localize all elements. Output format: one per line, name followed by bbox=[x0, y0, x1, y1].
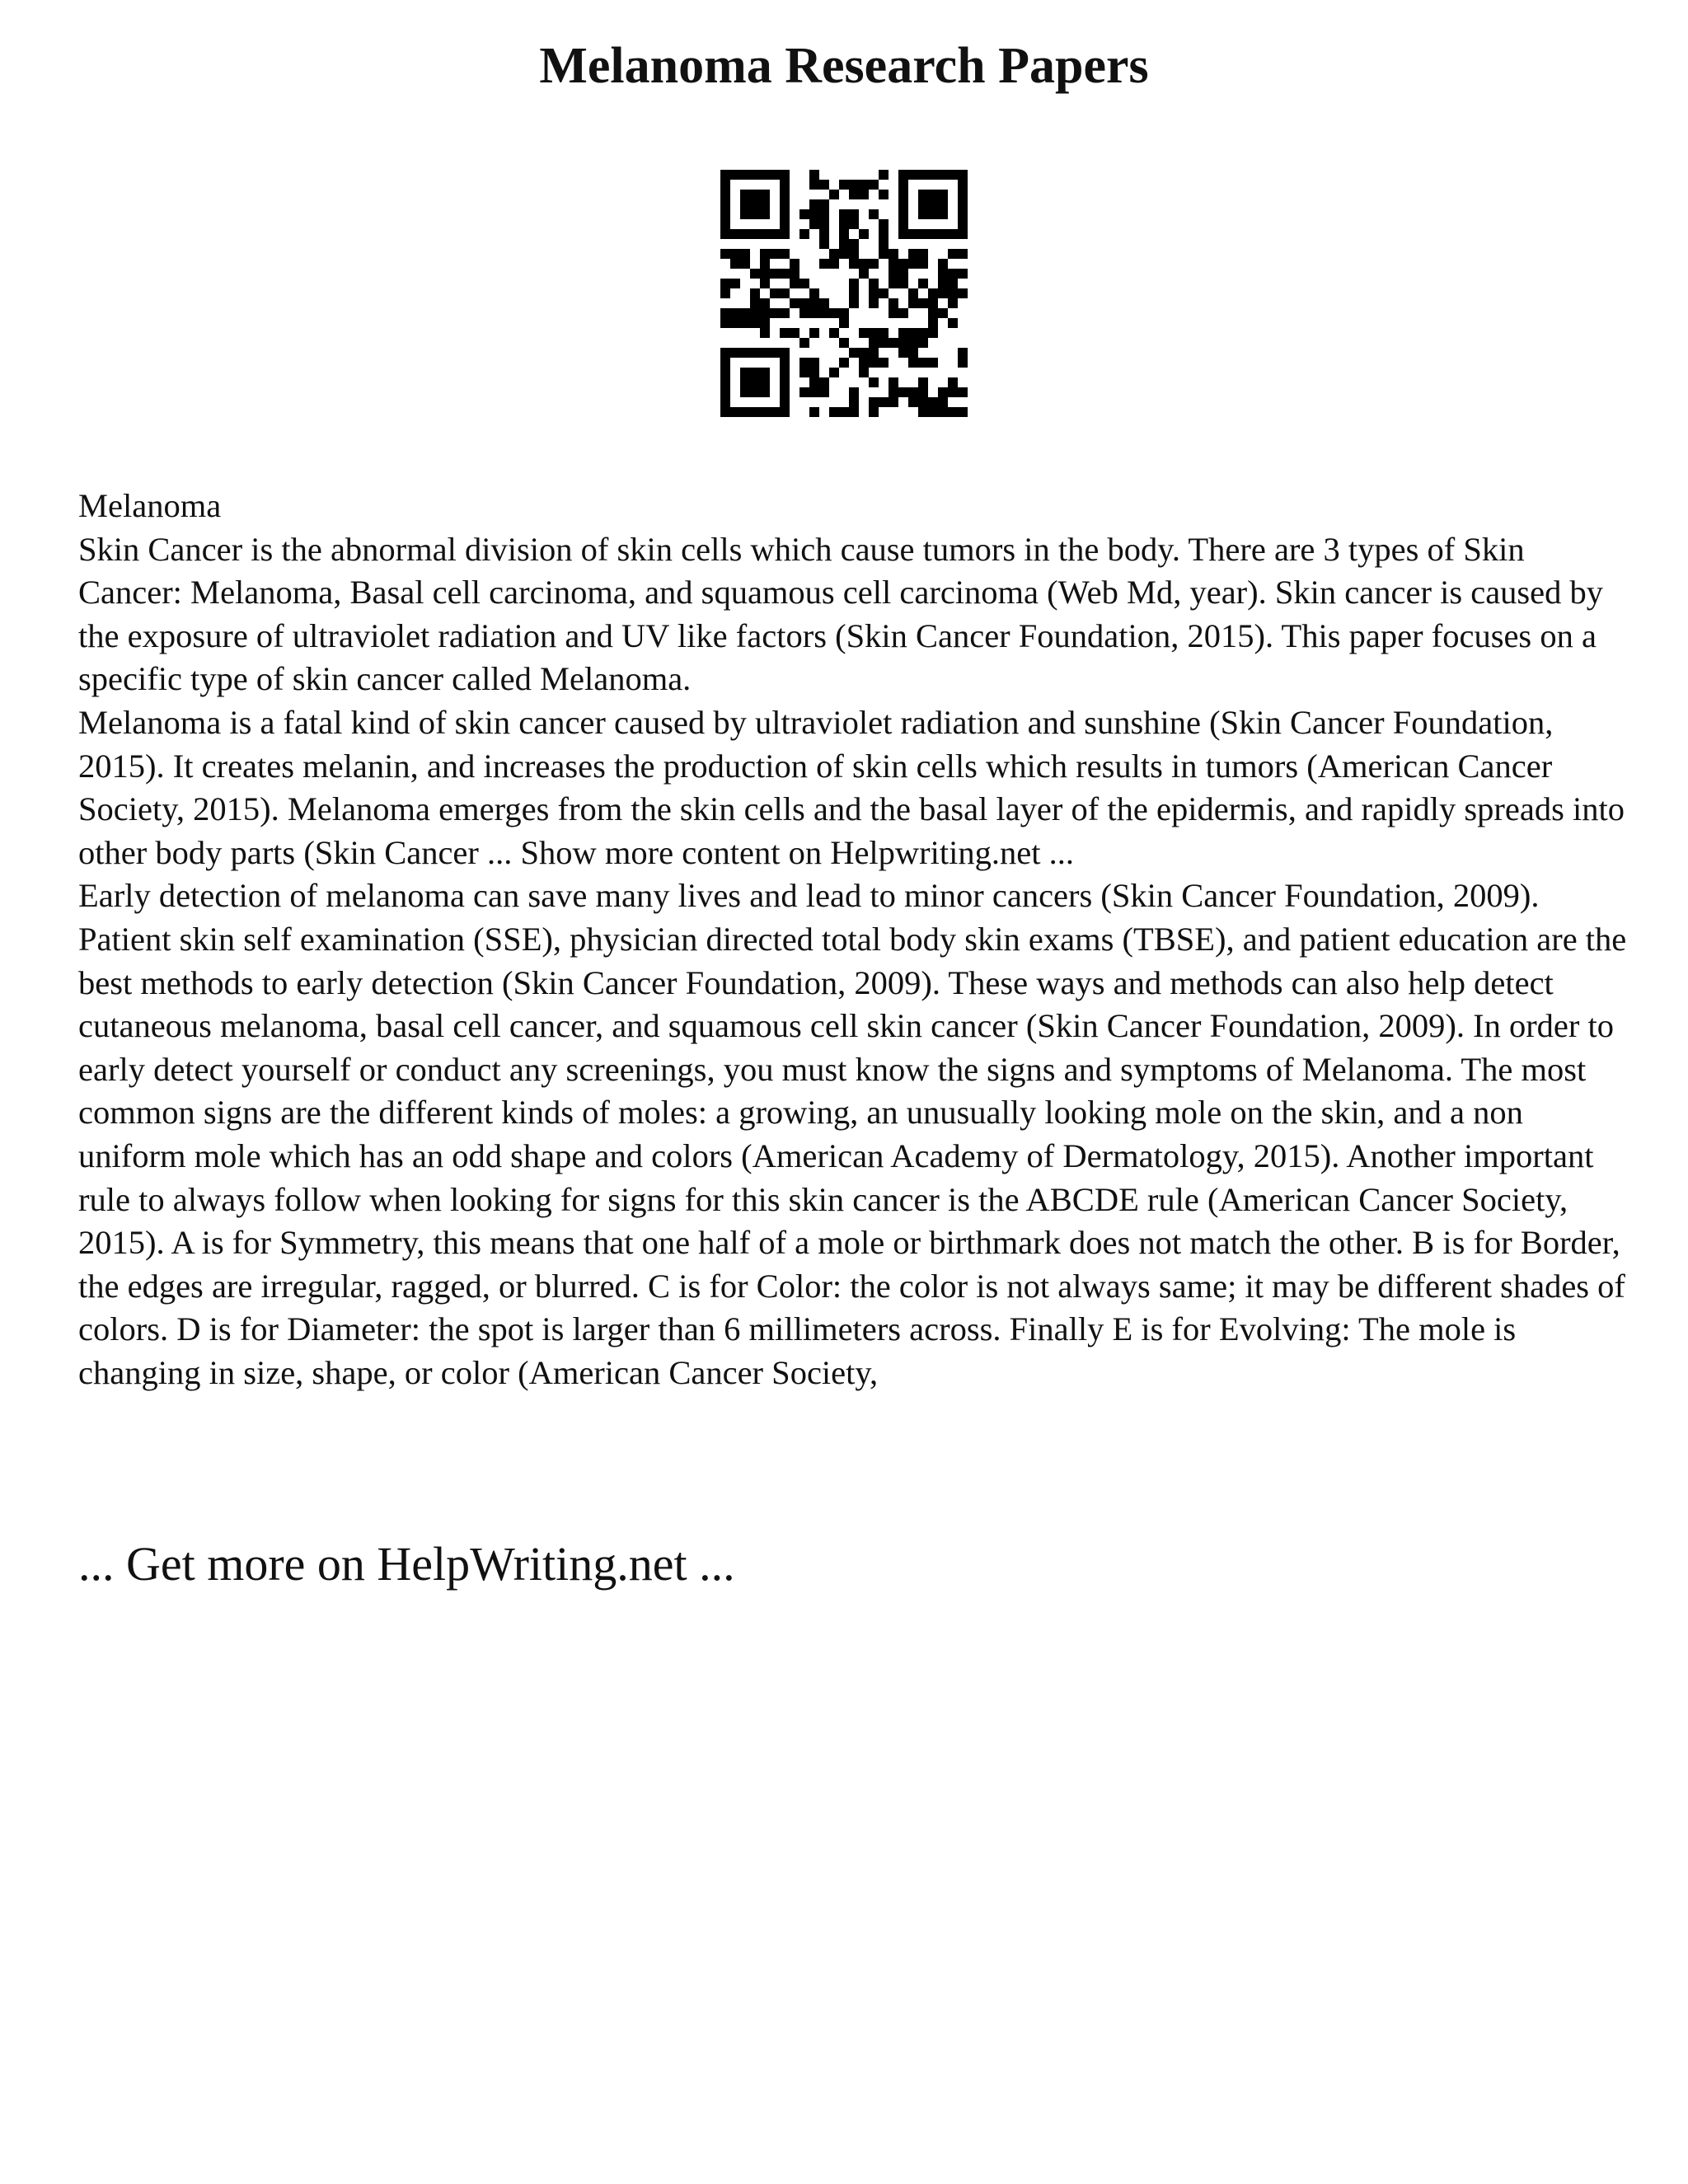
article-body bbox=[78, 485, 1628, 1394]
article-heading: Melanoma bbox=[78, 487, 222, 524]
get-more-link[interactable]: ... Get more on HelpWriting.net ... bbox=[78, 1537, 735, 1591]
paragraph-intro: Skin Cancer is the abnormal division of skin cells which cause tumors in the body. There are 3 types of Skin Cancer: Melanoma, Basal cell carcinoma, and squamous cell carcinoma (Web Md, year). Skin cancer is caused by the exposure of ultraviolet radiation and UV like factors (Skin Cancer Foundation, 2015). This paper focuses on a specific type of skin cancer called Melanoma. bbox=[78, 530, 1604, 698]
paragraph-detection: Early detection of melanoma can save many lives and lead to minor cancers (Skin Cancer Foundation, 2009). Patient skin self examination (SSE), physician directed total body skin exams (TBSE), and patient education are the best methods to early detection (Skin Cancer Foundation, 2009). These ways and methods can also help detect cutaneous melanoma, basal cell cancer, and squamous cell skin cancer (Skin Cancer Foundation, 2009). In order to early detect yourself or conduct any screenings, you must know the signs and symptoms of Melanoma. The most common signs are the different kinds of moles: a growing, an unusually looking mole on the skin, and a non uniform mole which has an odd shape and colors (American Academy of Dermatology, 2015). Another important rule to always follow when looking for signs for this skin cancer is the ABCDE rule (American Cancer Society, 2015). A is for Symmetry, this means that one half of a mole or birthmark does not match the other. B is for Border, the edges are irregular, ragged, or blurred. C is for Color: the color is not always same; it may be different shades of colors. D is for Diameter: the spot is larger than 6 millimeters across. Finally E is for Evolving: The mole is changing in size, shape, or color (American Cancer Society, bbox=[78, 877, 1627, 1391]
qr-code-icon bbox=[720, 170, 968, 417]
paragraph-melanoma: Melanoma is a fatal kind of skin cancer caused by ultraviolet radiation and sunshine (Skin Cancer Foundation, 2015). It creates melanin, and increases the production of skin cells which results in tumors (American Cancer Society, 2015). Melanoma emerges from the skin cells and the basal layer of the epidermis, and rapidly spreads into other body parts (Skin Cancer ... Show more content on Helpwriting.net ... bbox=[78, 703, 1625, 871]
document-title: Melanoma Research Papers bbox=[539, 38, 1149, 94]
